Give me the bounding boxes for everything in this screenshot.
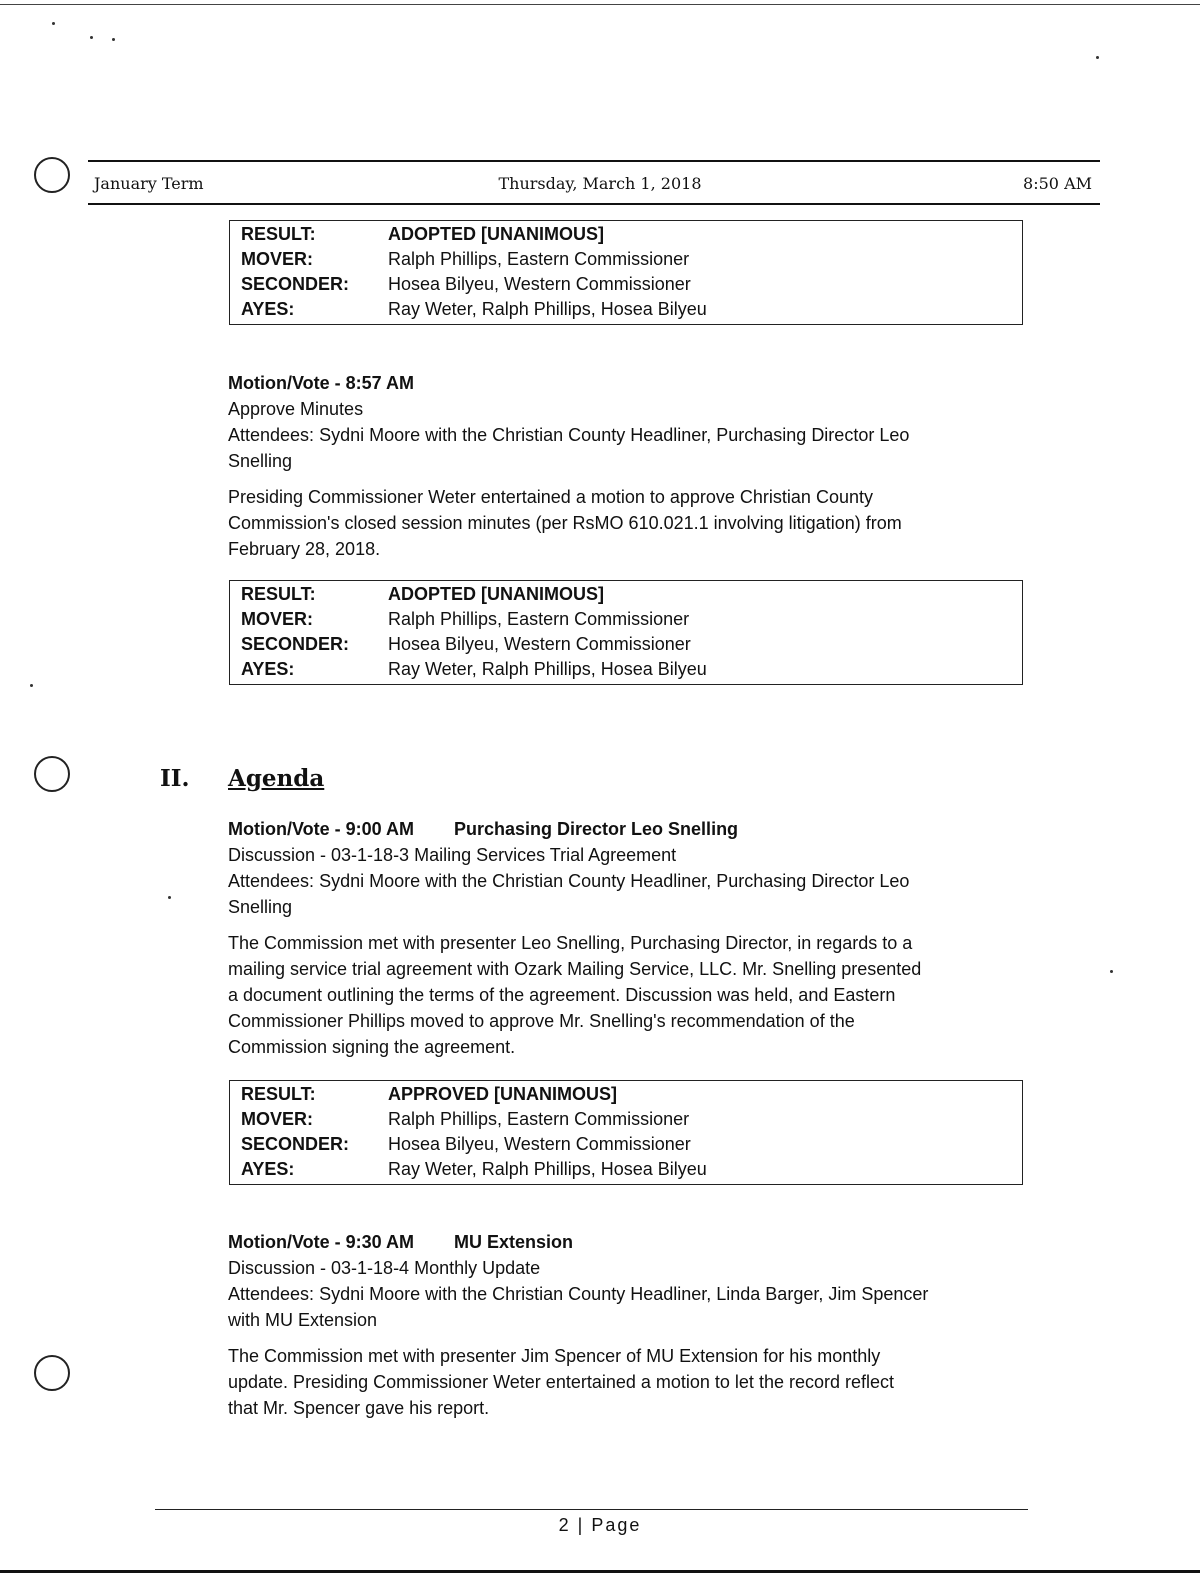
motion-heading-row [228, 1229, 1028, 1255]
footer-rule [155, 1509, 1028, 1510]
vote-value: Ralph Phillips, Eastern Commissioner [388, 1109, 690, 1129]
motion-heading: Motion/Vote - 8:57 AM [228, 373, 414, 393]
vote-value: APPROVED [UNANIMOUS] [388, 1084, 618, 1104]
vote-key: AYES: [241, 659, 295, 679]
vote-value: ADOPTED [UNANIMOUS] [388, 584, 604, 604]
vote-value: Ray Weter, Ralph Phillips, Hosea Bilyeu [388, 659, 707, 679]
scan-speck [112, 38, 115, 41]
motion-subject: Discussion - 03-1-18-4 Monthly Update [228, 1258, 541, 1278]
motion-heading-row [228, 816, 1028, 842]
vote-table-2 [229, 580, 1023, 685]
vote-value: Ray Weter, Ralph Phillips, Hosea Bilyeu [388, 299, 707, 319]
vote-value: Ralph Phillips, Eastern Commissioner [388, 249, 690, 269]
motion-block-3 [228, 1229, 1028, 1421]
vote-row-ayes [230, 297, 1022, 322]
motion-paragraph-line: Commissioner Phillips moved to approve Mr. Snelling's recommendation of the [228, 1011, 855, 1031]
vote-key: SECONDER: [241, 634, 350, 654]
motion-topic: Purchasing Director Leo Snelling [454, 819, 739, 839]
motion-paragraph-line: that Mr. Spencer gave his report. [228, 1398, 490, 1418]
page-number: 2 | Page [558, 1515, 642, 1535]
vote-table-1 [229, 220, 1023, 325]
vote-key: SECONDER: [241, 274, 350, 294]
vote-row-mover [230, 247, 1022, 272]
vote-row-result [230, 582, 1022, 607]
section-title: Agenda [228, 765, 325, 792]
motion-paragraph-line: update. Presiding Commissioner Weter entertained a motion to let the record reflect [228, 1372, 894, 1392]
header-time: 8:50 AM [1023, 174, 1092, 193]
motion-attendees: Attendees: Sydni Moore with the Christian County Headliner, Purchasing Director Leo [228, 425, 910, 445]
motion-paragraph-line: The Commission met with presenter Jim Spencer of MU Extension for his monthly [228, 1346, 881, 1366]
binder-hole-bottom [34, 1355, 70, 1391]
motion-attendees: Attendees: Sydni Moore with the Christian County Headliner, Purchasing Director Leo [228, 871, 910, 891]
section-number: II. [160, 765, 190, 792]
scan-speck [30, 684, 33, 687]
vote-row-seconder [230, 1132, 1022, 1157]
vote-key: MOVER: [241, 1109, 313, 1129]
motion-attendees-cont: with MU Extension [228, 1310, 378, 1330]
motion-paragraph-line: Presiding Commissioner Weter entertained a motion to approve Christian County [228, 487, 873, 507]
vote-value: Hosea Bilyeu, Western Commissioner [388, 634, 691, 654]
header-term: January Term [94, 174, 204, 193]
vote-table-3 [229, 1080, 1023, 1185]
vote-value: ADOPTED [UNANIMOUS] [388, 224, 604, 244]
motion-subject: Approve Minutes [228, 399, 364, 419]
scan-speck [90, 36, 93, 39]
vote-value: Ray Weter, Ralph Phillips, Hosea Bilyeu [388, 1159, 707, 1179]
vote-key: MOVER: [241, 609, 313, 629]
motion-block-1 [228, 370, 1028, 562]
scan-speck [1096, 56, 1099, 59]
motion-paragraph-line: mailing service trial agreement with Ozark Mailing Service, LLC. Mr. Snelling presented [228, 959, 922, 979]
motion-paragraph-line: a document outlining the terms of the agreement. Discussion was held, and Eastern [228, 985, 896, 1005]
scan-speck [168, 896, 171, 899]
motion-attendees: Attendees: Sydni Moore with the Christian County Headliner, Linda Barger, Jim Spencer [228, 1284, 929, 1304]
scan-speck [1110, 970, 1113, 973]
vote-key: SECONDER: [241, 1134, 350, 1154]
motion-topic: MU Extension [454, 1232, 574, 1252]
vote-row-result [230, 222, 1022, 247]
vote-key: AYES: [241, 299, 295, 319]
binder-hole-middle [34, 756, 70, 792]
vote-row-seconder [230, 272, 1022, 297]
motion-paragraph-line: Commission signing the agreement. [228, 1037, 516, 1057]
vote-row-seconder [230, 632, 1022, 657]
vote-row-result [230, 1082, 1022, 1107]
motion-attendees-cont: Snelling [228, 451, 293, 471]
header-rule-top [88, 160, 1100, 162]
vote-row-ayes [230, 657, 1022, 682]
vote-key: AYES: [241, 1159, 295, 1179]
vote-key: RESULT: [241, 224, 316, 244]
motion-attendees-cont: Snelling [228, 897, 293, 917]
motion-block-2 [228, 816, 1028, 1060]
motion-paragraph-line: The Commission met with presenter Leo Snelling, Purchasing Director, in regards to a [228, 933, 913, 953]
motion-paragraph-line: Commission's closed session minutes (per RsMO 610.021.1 involving litigation) from [228, 513, 902, 533]
vote-key: RESULT: [241, 1084, 316, 1104]
vote-value: Hosea Bilyeu, Western Commissioner [388, 274, 691, 294]
motion-subject: Discussion - 03-1-18-3 Mailing Services Trial Agreement [228, 845, 677, 865]
motion-heading: Motion/Vote - 9:30 AM [228, 1232, 414, 1252]
vote-value: Ralph Phillips, Eastern Commissioner [388, 609, 690, 629]
header-date: Thursday, March 1, 2018 [498, 174, 702, 193]
vote-key: MOVER: [241, 249, 313, 269]
scan-speck [52, 22, 55, 25]
motion-heading: Motion/Vote - 9:00 AM [228, 819, 414, 839]
vote-value: Hosea Bilyeu, Western Commissioner [388, 1134, 691, 1154]
page-bottom-border [0, 1570, 1200, 1573]
motion-paragraph-line: February 28, 2018. [228, 539, 381, 559]
page-top-border [0, 4, 1200, 5]
vote-row-mover [230, 1107, 1022, 1132]
header-rule-bottom [88, 203, 1100, 205]
vote-key: RESULT: [241, 584, 316, 604]
vote-row-mover [230, 607, 1022, 632]
vote-row-ayes [230, 1157, 1022, 1182]
